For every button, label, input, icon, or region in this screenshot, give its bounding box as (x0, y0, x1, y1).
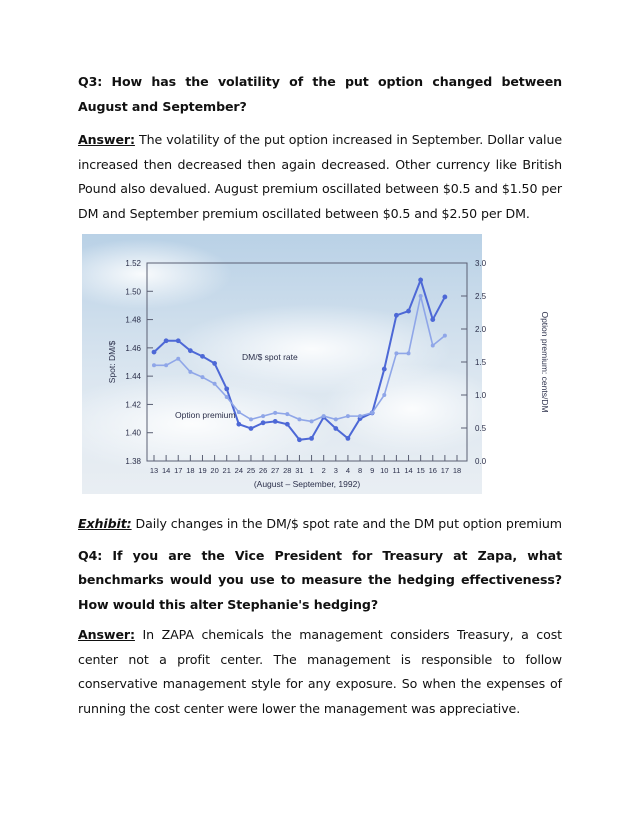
chart-svg (82, 234, 550, 494)
data-point (249, 426, 254, 431)
data-point (418, 278, 423, 283)
data-point (310, 419, 314, 423)
x-tick-label: 9 (370, 466, 375, 475)
y-right-tick-label: 1.0 (475, 391, 487, 400)
exhibit-caption-text: Daily changes in the DM/$ spot rate and the DM put option premium (131, 516, 562, 531)
x-tick-label: 18 (186, 466, 195, 475)
y-tick-label: 1.42 (125, 400, 141, 410)
x-tick-label: 14 (404, 466, 413, 475)
data-point (200, 375, 204, 379)
data-point (442, 295, 447, 300)
data-point (370, 411, 374, 415)
data-point (261, 420, 266, 425)
data-point (297, 437, 302, 442)
data-point (176, 338, 181, 343)
data-point (430, 317, 435, 322)
y-right-tick-label: 1.5 (475, 358, 487, 367)
y-tick-label: 1.48 (125, 315, 141, 325)
data-point (394, 313, 399, 318)
x-tick-label: 15 (416, 466, 425, 475)
x-tick-label: 4 (345, 466, 351, 475)
x-tick-label: 17 (174, 466, 183, 475)
x-tick-label: 19 (198, 466, 207, 475)
x-tick-label: 8 (357, 466, 363, 475)
answer-4 (78, 623, 562, 721)
x-tick-label: 21 (222, 466, 231, 475)
x-tick-label: 10 (380, 466, 389, 475)
premium-series-label: Option premium (175, 410, 236, 420)
answer-4-text: In ZAPA chemicals the management considers Treasury, a cost center not a profit center. The management is responsible to follow conservative management style for any exposure. So when the expenses of running the cost center were lower the management was appreciative. (78, 627, 562, 716)
x-tick-label: 2 (321, 466, 326, 475)
data-point (273, 411, 277, 415)
x-tick-label: 31 (295, 466, 304, 475)
data-point (237, 410, 241, 414)
y-tick-label: 1.46 (125, 343, 141, 353)
data-point (431, 344, 435, 348)
data-point (406, 309, 411, 314)
x-tick-label: 17 (440, 466, 450, 475)
y-right-tick-label: 0.0 (475, 457, 487, 466)
x-tick-label: 18 (452, 466, 462, 475)
data-point (164, 338, 169, 343)
data-point (212, 361, 217, 366)
x-tick-label: 16 (428, 466, 437, 475)
data-point (443, 334, 447, 338)
exhibit-caption (78, 512, 562, 537)
data-point (382, 367, 387, 372)
data-point (273, 419, 278, 424)
data-point (333, 426, 338, 431)
data-point (249, 417, 253, 421)
data-point (322, 414, 326, 418)
answer-label: Answer: (78, 627, 135, 642)
spot-series-label: DM/$ spot rate (242, 352, 298, 362)
data-point (297, 417, 301, 421)
answer-label: Answer: (78, 132, 135, 147)
data-point (285, 422, 290, 427)
x-tick-label: 20 (210, 466, 219, 475)
exhibit-chart (82, 234, 550, 494)
x-tick-label: 25 (246, 466, 256, 475)
data-point (152, 363, 156, 367)
data-point (188, 370, 192, 374)
x-tick-label: 28 (283, 466, 292, 475)
data-point (382, 393, 386, 397)
data-point (164, 363, 168, 367)
data-point (213, 382, 217, 386)
data-point (285, 412, 289, 416)
document-body-lower (78, 512, 562, 721)
y-tick-label: 1.44 (125, 372, 141, 382)
data-point (224, 386, 229, 391)
y-tick-label: 1.52 (125, 259, 141, 268)
y-axis-right-label: Option premium: cents/DM (540, 311, 550, 413)
y-tick-label: 1.50 (125, 287, 141, 297)
x-tick-label: 13 (149, 466, 159, 475)
y-right-tick-label: 3.0 (475, 259, 487, 268)
data-point (261, 414, 265, 418)
data-point (152, 350, 157, 355)
data-point (394, 351, 398, 355)
data-point (419, 294, 423, 298)
y-right-tick-label: 2.0 (475, 325, 487, 334)
data-point (200, 354, 205, 359)
answer-3 (78, 128, 562, 226)
y-axis-label: Spot: DM/$ (107, 340, 117, 384)
x-axis-label: (August – September, 1992) (253, 479, 361, 489)
question-3: Q3: How has the volatility of the put option changed between August and September? (78, 74, 562, 114)
y-tick-label: 1.40 (125, 428, 141, 438)
data-point (176, 357, 180, 361)
y-right-tick-label: 2.5 (475, 292, 487, 301)
answer-3-text: The volatility of the put option increased in September. Dollar value increased then decreased then again decreased. Other currency like British Pound also devalued. August premium oscillated between $0.5 and $1.50 per DM and September premium oscillated between $0.5 and $2.50 per DM. (78, 132, 562, 221)
question-4: Q4: If you are the Vice President for Treasury at Zapa, what benchmarks would you use to measure the hedging effectiveness? How would this alter Stephanie's hedging? (78, 547, 562, 612)
data-point (334, 417, 338, 421)
y-tick-label: 1.38 (125, 457, 141, 466)
document-body (78, 70, 562, 226)
y-right-tick-label: 0.5 (475, 424, 487, 433)
data-point (407, 351, 411, 355)
x-tick-label: 14 (161, 466, 171, 475)
data-point (346, 436, 351, 441)
x-tick-label: 3 (333, 466, 338, 475)
x-tick-label: 27 (271, 466, 280, 475)
data-point (225, 395, 229, 399)
x-tick-label: 24 (234, 466, 244, 475)
exhibit-label: Exhibit: (78, 516, 132, 531)
data-point (309, 436, 314, 441)
x-tick-label: 1 (309, 466, 314, 475)
x-tick-label: 11 (392, 466, 401, 475)
data-point (188, 348, 193, 353)
data-point (236, 422, 241, 427)
x-tick-label: 26 (258, 466, 268, 475)
data-point (346, 414, 350, 418)
data-point (358, 414, 362, 418)
